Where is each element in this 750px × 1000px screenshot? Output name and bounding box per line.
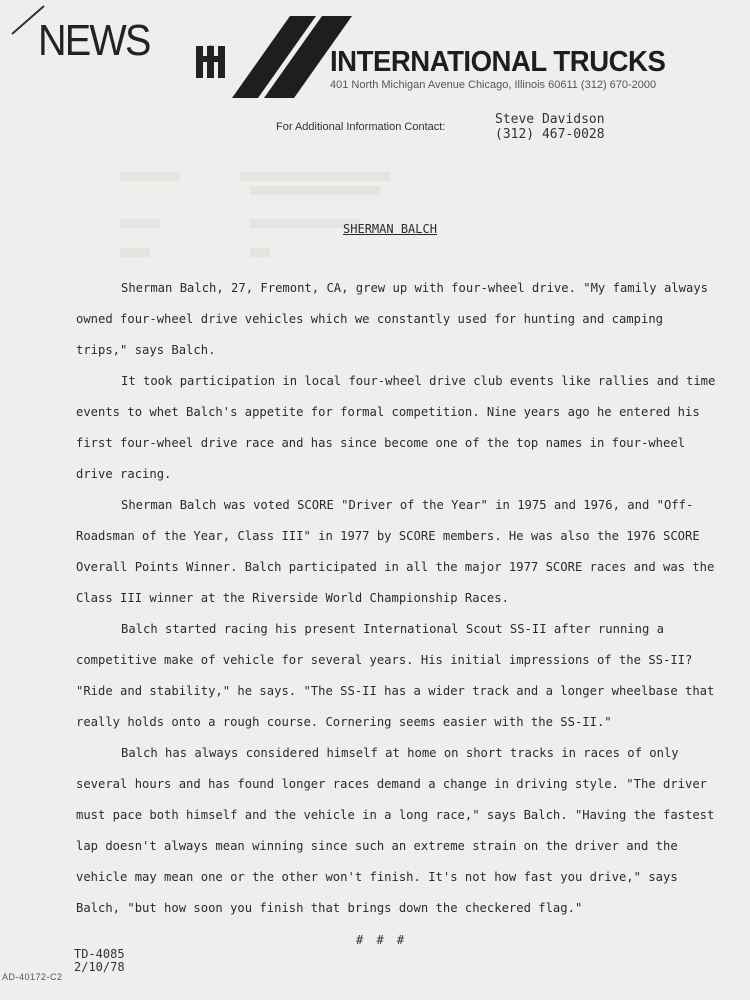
- ih-logo-icon: [194, 40, 234, 80]
- end-marks: # # #: [356, 933, 405, 947]
- paragraph: Sherman Balch was voted SCORE "Driver of the Year" in 1975 and 1976, and "Off-Roadsman of the Year, Class III" in 1977 by SCORE members. He was also the 1976 SCORE Overall Points Winner. Balch participated in all the major 1977 SCORE races and was the Class III winner at the Riverside World Championship Races.: [76, 498, 715, 605]
- company-address: 401 North Michigan Avenue Chicago, Illinois 60611 (312) 670-2000: [330, 79, 657, 91]
- paragraph: Balch started racing his present International Scout SS-II after running a competitive make of vehicle for several years. His initial impressions of the SS-II? "Ride and stability," he says. "The SS-II has a wider track and a longer wheelbase that really holds onto a rough course. Cornering seems easier with the SS-II.": [76, 622, 715, 729]
- paragraph: It took participation in local four-wheel drive club events like rallies and time events to whet Balch's appetite for formal competition. Nine years ago he entered his first four-wheel drive race and has since become one of the top names in four-wheel drive racing.: [76, 374, 716, 481]
- brand-name: INTERNATIONAL TRUCKS: [330, 46, 666, 78]
- contact-label: For Additional Information Contact:: [276, 121, 446, 133]
- release-date: 2/10/78: [74, 960, 125, 974]
- form-number: AD-40172-C2: [2, 972, 63, 982]
- paragraph: Sherman Balch, 27, Fremont, CA, grew up with four-wheel drive. "My family always owned four-wheel drive vehicles which we constantly used for hunting and camping trips," says Balch.: [76, 281, 708, 357]
- contact-name: Steve Davidson: [495, 112, 605, 127]
- news-heading: NEWS: [38, 16, 150, 65]
- paragraph: Balch has always considered himself at home on short tracks in races of only several hours and has found longer races demand a change in driving style. "The driver must pace both himself and the vehicle in a long race," says Balch. "Having the fastest lap doesn't always mean winning since such an extreme strain on the driver and the vehicle may mean one or the other won't finish. It's not how fast you drive," says Balch, "but how soon you finish that brings down the checkered flag.": [76, 746, 715, 915]
- release-code: TD-4085: [74, 947, 125, 961]
- release-body: [76, 273, 716, 924]
- release-title: SHERMAN BALCH: [343, 222, 437, 236]
- contact-phone: (312) 467-0028: [495, 127, 605, 142]
